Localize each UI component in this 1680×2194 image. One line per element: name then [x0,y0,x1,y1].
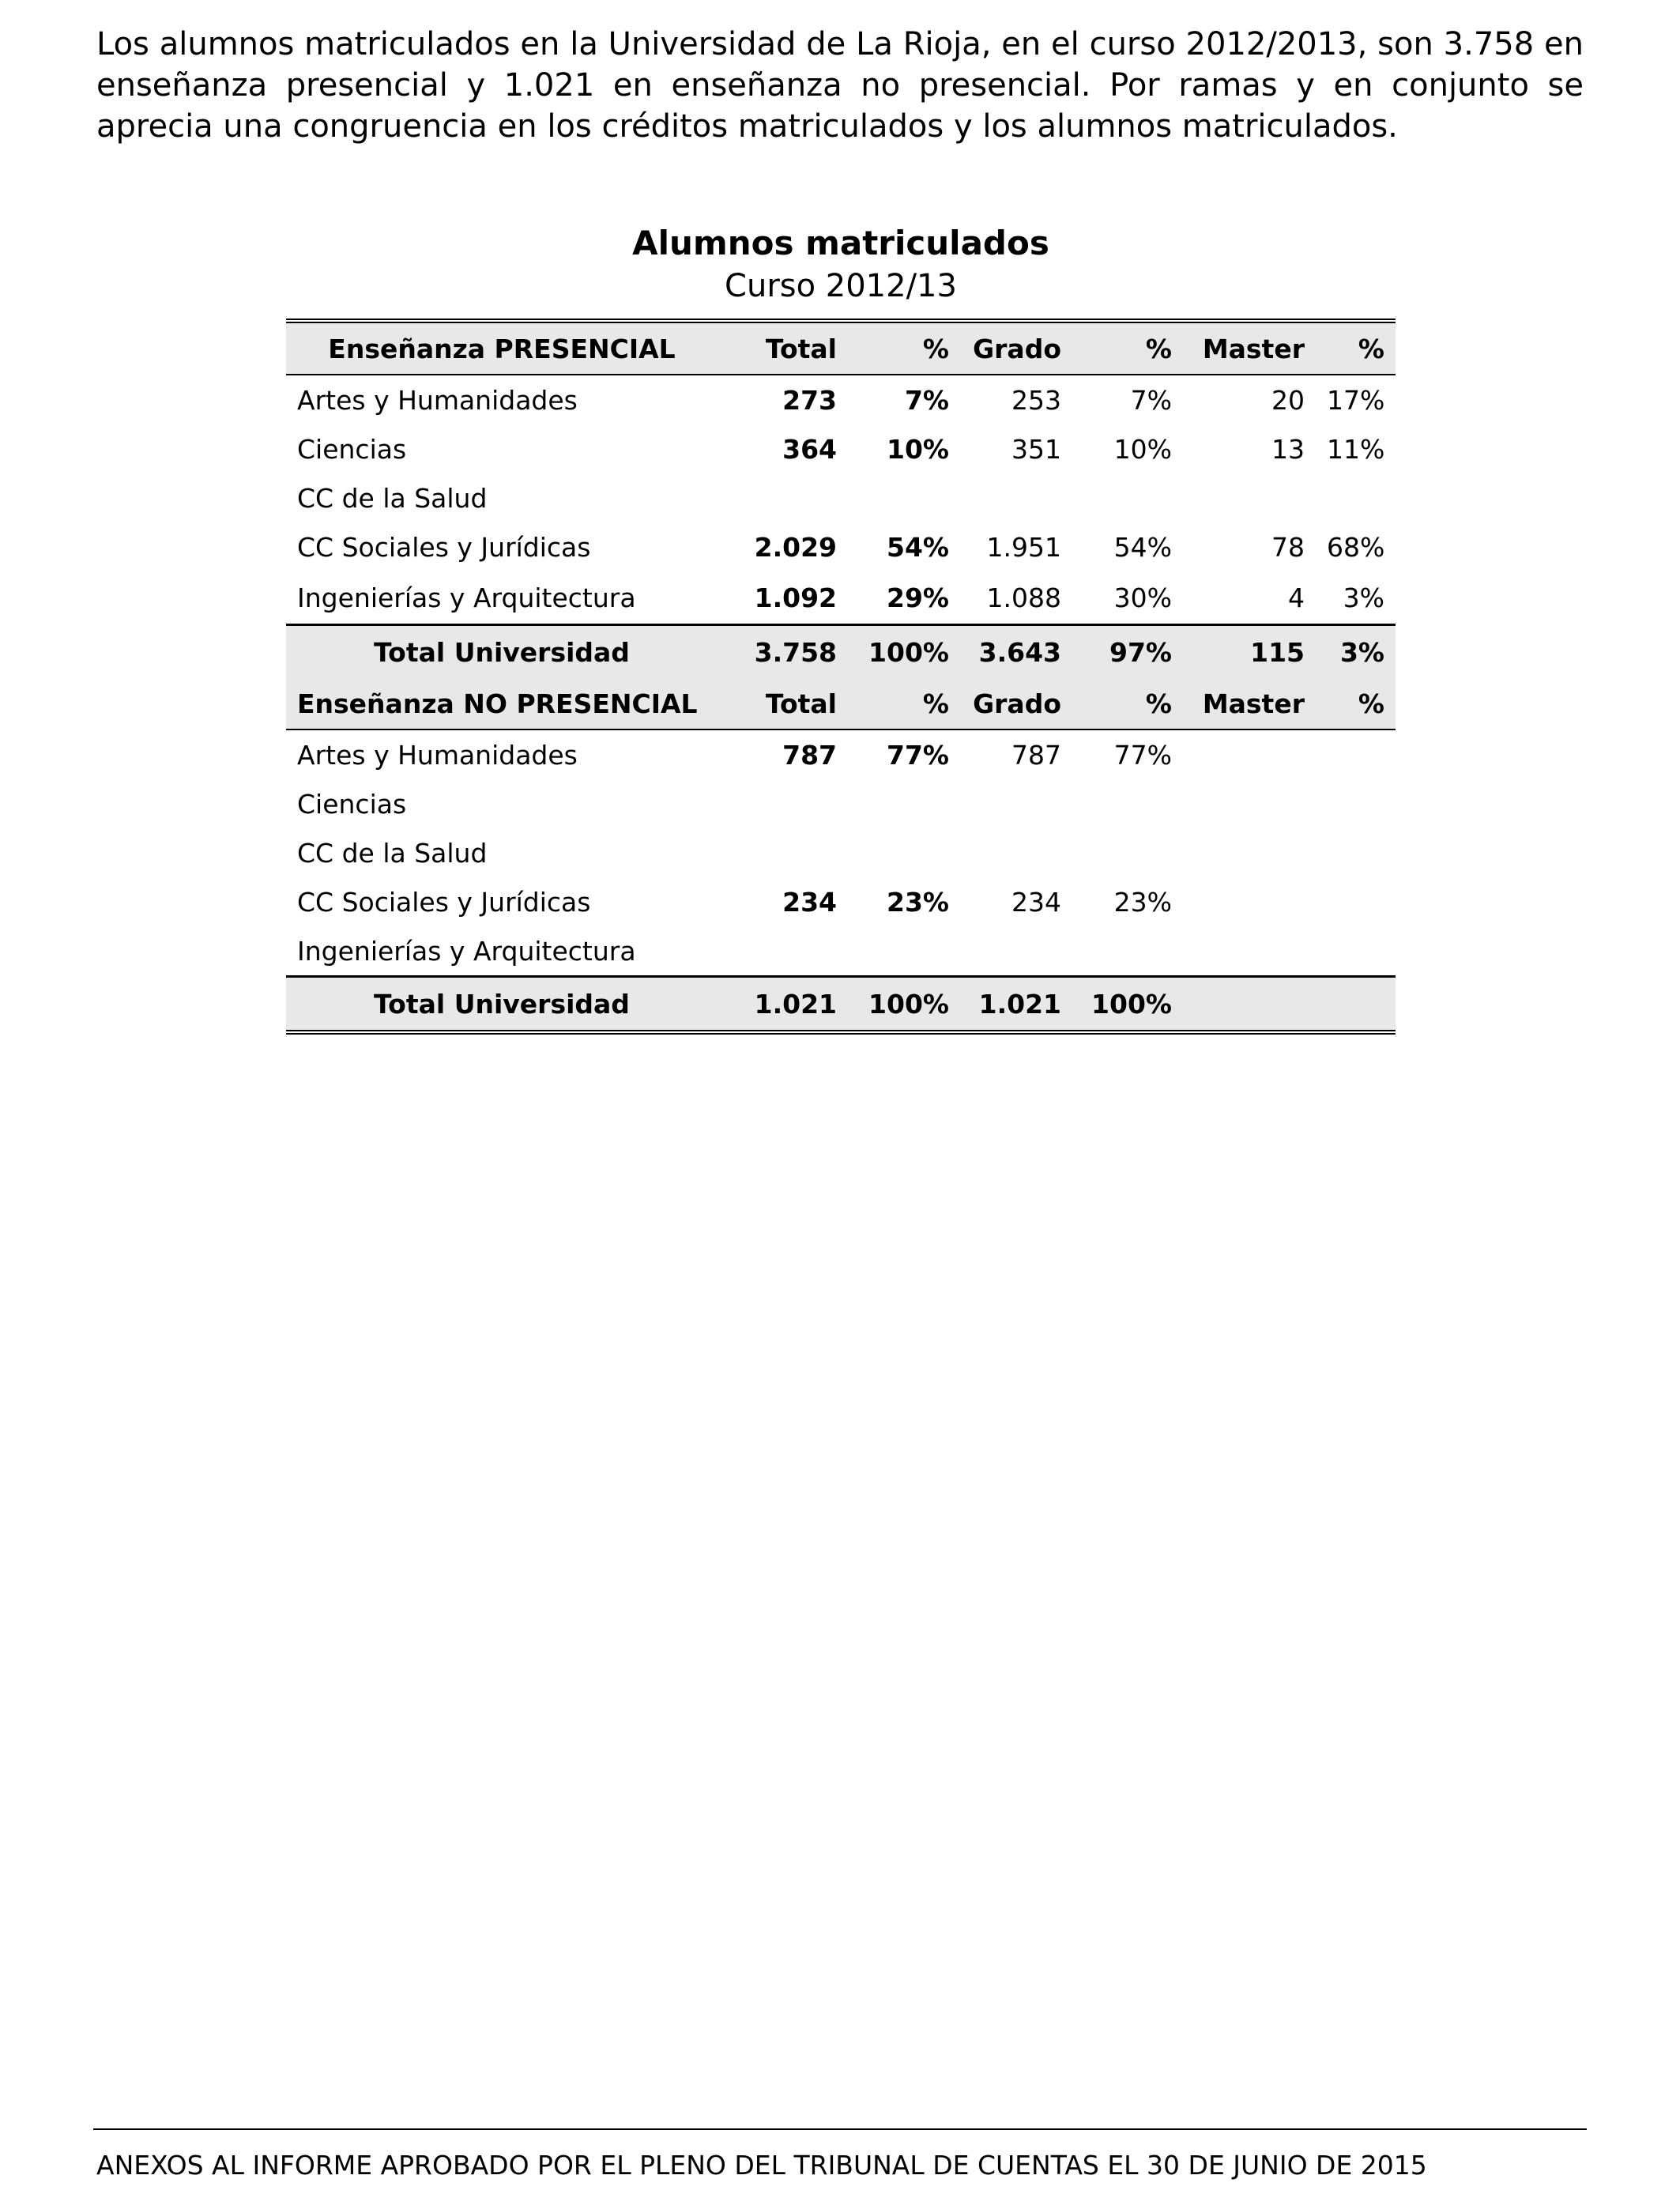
no-presencial-total-row [286,977,1396,1033]
total-cell [1183,977,1316,1033]
no-presencial-header-row [286,678,1396,729]
cell-total-pct: 23% [887,886,949,918]
cell-master [1183,877,1316,926]
cell-total-pct: 7% [904,384,949,416]
cell-total: 1.092 [754,582,837,613]
presencial-header-row [286,321,1396,375]
header-cell: % [1316,678,1396,729]
row-label: CC de la Salud [297,837,488,869]
cell-master-pct [1316,473,1396,522]
cell-total [718,473,848,522]
table-row [286,571,1396,625]
cell-grado-pct: 30% [1113,582,1172,613]
cell-total [718,926,848,977]
cell-grado [960,828,1072,877]
cell-grado: 253 [1011,384,1061,416]
total-label: Total Universidad [286,625,718,679]
total-cell: 100% [848,977,960,1033]
row-label: Ingenierías y Arquitectura [297,582,636,613]
header-cell: Grado [960,321,1072,375]
header-cell: Total [718,321,848,375]
cell-total-pct [848,779,960,828]
cell-grado: 234 [1011,886,1061,918]
table-title: Alumnos matriculados [632,224,1049,262]
cell-grado [960,779,1072,828]
header-cell: % [1072,321,1183,375]
row-label: CC Sociales y Jurídicas [297,886,591,918]
cell-master [1183,473,1316,522]
row-label: Ciencias [297,788,407,820]
total-cell: 100% [848,625,960,679]
cell-master: 4 [1288,582,1305,613]
table-subtitle: Curso 2012/13 [725,268,957,304]
cell-master-pct [1316,779,1396,828]
total-cell: 97% [1072,625,1183,679]
cell-master [1183,828,1316,877]
cell-grado-pct [1072,828,1183,877]
header-cell: Master [1183,678,1316,729]
cell-master-pct: 3% [1343,582,1384,613]
total-cell: 3.758 [718,625,848,679]
footer-text: ANEXOS AL INFORME APROBADO POR EL PLENO DEL TRIBUNAL DE CUENTAS EL 30 DE JUNIO DE 2015 [96,2150,1427,2181]
cell-total-pct [848,926,960,977]
total-cell: 1.021 [718,977,848,1033]
total-cell: 3.643 [960,625,1072,679]
presencial-total-row [286,625,1396,679]
table-row [286,473,1396,522]
table-row [286,926,1396,977]
cell-grado-pct: 77% [1113,739,1172,771]
cell-total-pct: 10% [887,433,949,465]
total-cell: 1.021 [960,977,1072,1033]
cell-master [1183,729,1316,779]
cell-master-pct [1316,828,1396,877]
cell-total: 234 [782,886,837,918]
cell-total-pct: 29% [887,582,949,613]
cell-grado-pct: 7% [1130,384,1172,416]
row-label: Artes y Humanidades [297,384,578,416]
row-label: Ciencias [297,433,407,465]
cell-master [1183,926,1316,977]
total-cell: 100% [1072,977,1183,1033]
enrollment-table [286,319,1396,1035]
cell-grado: 1.951 [986,531,1061,563]
table-row [286,877,1396,926]
cell-grado-pct: 10% [1113,433,1172,465]
table-row [286,375,1396,424]
table-row [286,522,1396,571]
table-row [286,779,1396,828]
cell-grado [960,926,1072,977]
cell-master-pct [1316,926,1396,977]
header-cell: Master [1183,321,1316,375]
cell-total-pct [848,828,960,877]
cell-grado: 1.088 [986,582,1061,613]
header-cell: Enseñanza PRESENCIAL [286,321,718,375]
cell-master [1183,779,1316,828]
cell-master-pct [1316,877,1396,926]
table-row [286,729,1396,779]
total-label: Total Universidad [286,977,718,1033]
row-label: Ingenierías y Arquitectura [297,935,636,967]
cell-total: 364 [782,433,837,465]
total-cell: 115 [1183,625,1316,679]
cell-grado-pct [1072,926,1183,977]
footer-divider [93,2128,1587,2130]
cell-total: 2.029 [754,531,837,563]
cell-grado [960,473,1072,522]
total-cell: 3% [1316,625,1396,679]
cell-total [718,779,848,828]
cell-total: 273 [782,384,837,416]
total-cell [1316,977,1396,1033]
cell-master-pct: 17% [1327,384,1385,416]
cell-grado-pct [1072,473,1183,522]
table-row [286,828,1396,877]
cell-master-pct: 11% [1327,433,1385,465]
cell-total-pct [848,473,960,522]
header-cell: % [848,321,960,375]
header-cell: Total [718,678,848,729]
cell-master-pct [1316,729,1396,779]
table-row [286,424,1396,473]
cell-grado-pct: 23% [1113,886,1172,918]
row-label: CC de la Salud [297,482,488,514]
cell-master: 13 [1271,433,1305,465]
cell-grado: 351 [1011,433,1061,465]
cell-master: 78 [1271,531,1305,563]
intro-paragraph: Los alumnos matriculados en la Universidad de La Rioja, en el curso 2012/2013, son 3.758 en enseñanza presencial y 1.021 en enseñanza no presencial. Por ramas y en conjunto se aprecia una congruencia en los créditos matriculados y los alumnos matriculados. [96,26,1584,145]
cell-total-pct: 54% [887,531,949,563]
cell-master-pct: 68% [1327,531,1385,563]
cell-master: 20 [1271,384,1305,416]
cell-grado-pct [1072,779,1183,828]
header-cell: % [1072,678,1183,729]
row-label: Artes y Humanidades [297,739,578,771]
cell-grado: 787 [1011,739,1061,771]
header-cell: Grado [960,678,1072,729]
header-cell: % [848,678,960,729]
table-title-block [286,221,1396,307]
cell-grado-pct: 54% [1113,531,1172,563]
header-cell: % [1316,321,1396,375]
cell-total [718,828,848,877]
header-cell: Enseñanza NO PRESENCIAL [286,678,718,729]
row-label: CC Sociales y Jurídicas [297,531,591,563]
cell-total: 787 [782,739,837,771]
cell-total-pct: 77% [887,739,949,771]
